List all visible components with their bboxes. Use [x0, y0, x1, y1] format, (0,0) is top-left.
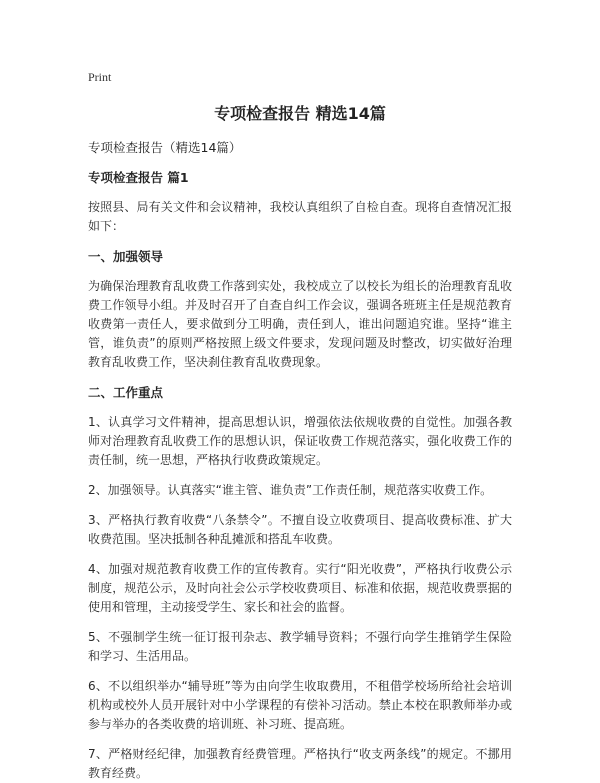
heading-leadership: 一、加强领导 [88, 249, 164, 264]
document-title: 专项检查报告 精选14篇 [214, 104, 386, 123]
list-item: 1、认真学习文件精神，提高思想认识，增强依法依规收费的自觉性。加强各教师对治理教育乱收费工作的思想认识，保证收费工作规范落实，强化收费工作的责任制，统一思想，严格执行收费政策规定。 [88, 415, 512, 467]
list-item: 4、加强对规范教育收费工作的宣传教育。实行“阳光收费”，严格执行收费公示制度，规范公示，及时向社会公示学校收费项目、标准和依据，规范收费票据的使用和管理，主动接受学生、家长和社会的监督。 [88, 562, 512, 614]
list-item: 3、严格执行教育收费“八条禁令”。不擅自设立收费项目、提高收费标准、扩大收费范围。坚决抵制各种乱摊派和搭乱车收费。 [88, 513, 512, 546]
section-title: 专项检查报告 篇1 [88, 170, 189, 185]
intro-paragraph: 按照县、局有关文件和会议精神，我校认真组织了自检自查。现将自查情况汇报如下： [88, 200, 512, 233]
leadership-paragraph: 为确保治理教育乱收费工作落到实处，我校成立了以校长为组长的治理教育乱收费工作领导小组。并及时召开了自查自纠工作会议，强调各班班主任是规范教育收费第一责任人，要求做到分工明确，责任到人，谁出问题追究谁。坚持“谁主管，谁负责”的原则严格按照上级文件要求，发现问题及时整改，切实做好治理教育乱收费工作，坚决刹住教育乱收费现象。 [88, 279, 512, 369]
print-link[interactable]: Print [88, 70, 112, 84]
list-item: 6、不以组织举办“辅导班”等为由向学生收取费用，不租借学校场所给社会培训机构或校外人员开展针对中小学课程的有偿补习活动。禁止本校在职教师举办或参与举办的各类收费的培训班、补习班、提高班。 [88, 679, 512, 731]
list-item: 2、加强领导。认真落实“谁主管、谁负责”工作责任制，规范落实收费工作。 [88, 483, 493, 497]
list-item: 5、不强制学生统一征订报刊杂志、教学辅导资料；不强行向学生推销学生保险和学习、生活用品。 [88, 630, 512, 663]
list-item: 7、严格财经纪律，加强教育经费管理。严格执行“收支两条线”的规定。不挪用教育经费。 [88, 747, 512, 780]
document-subtitle: 专项检查报告（精选14篇） [88, 140, 242, 155]
heading-work-focus: 二、工作重点 [88, 385, 164, 400]
